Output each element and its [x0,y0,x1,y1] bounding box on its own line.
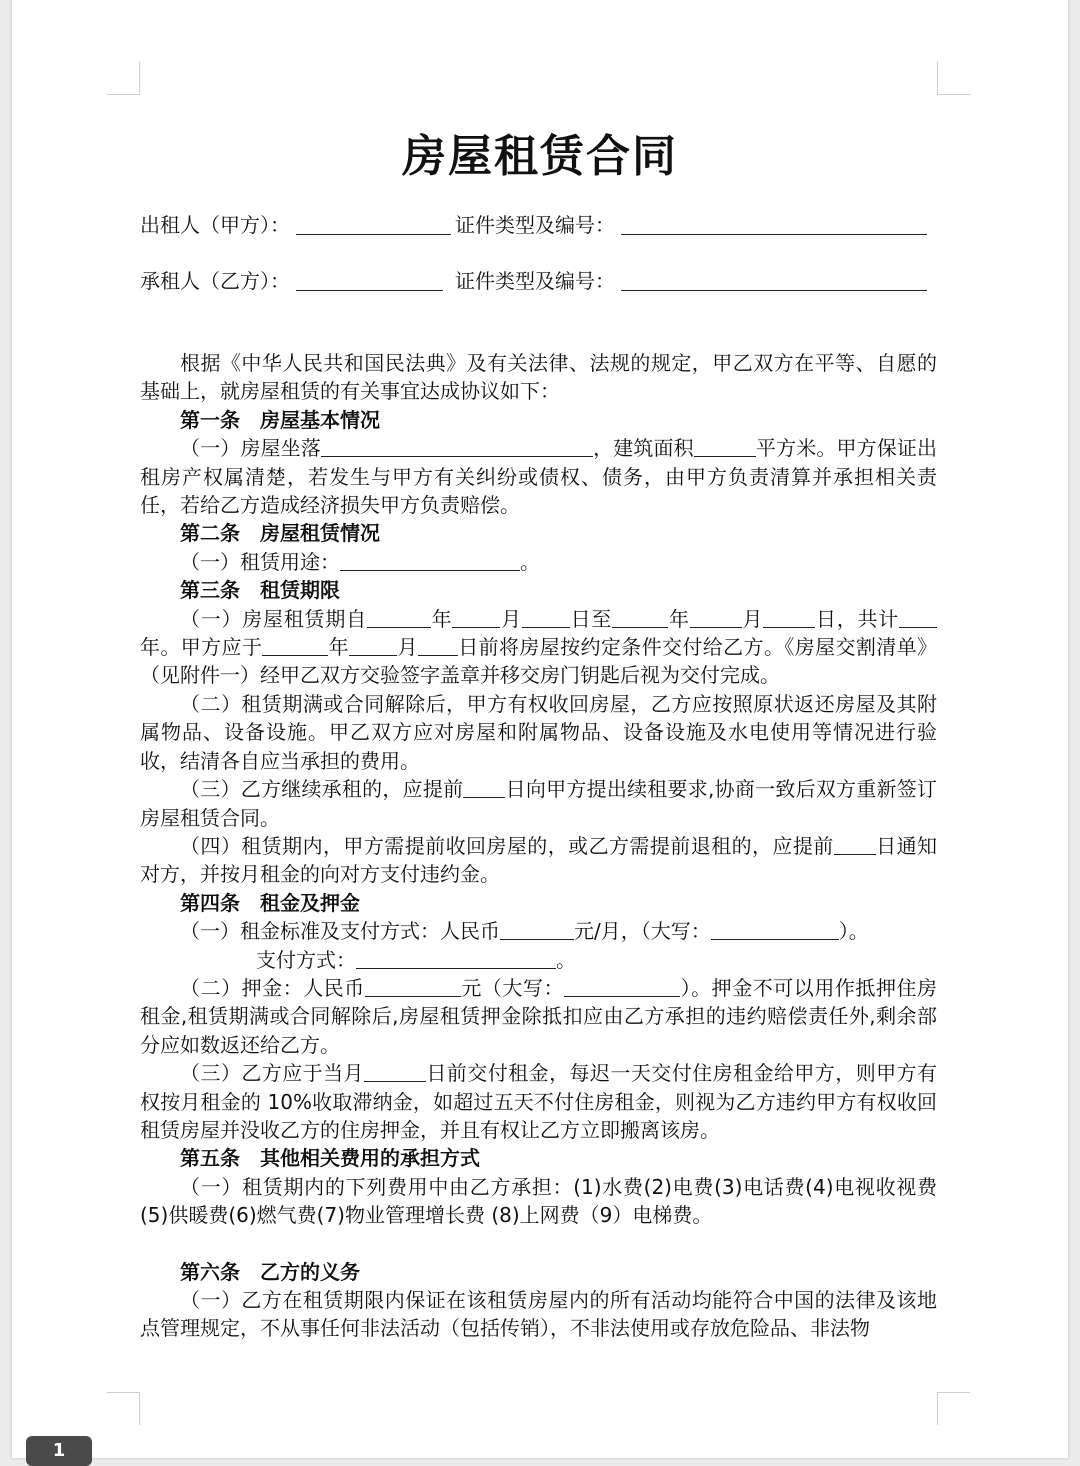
rent-amount-blank[interactable] [500,921,574,940]
clause-text: （三）乙方继续承租的，应提前 [180,777,464,802]
notice-days-blank[interactable] [834,836,876,855]
end-month-blank[interactable] [690,609,742,628]
payment-method-line [140,946,937,974]
article-3-clause-1 [140,605,937,690]
lessor-name-blank[interactable] [296,216,451,235]
rent-words-blank[interactable] [711,921,839,940]
article-4-clause-3 [140,1059,937,1144]
lessor-id-label: 证件类型及编号： [455,213,615,237]
lessor-label: 出租人（甲方）： [140,213,290,237]
article-3-clause-2: （二）租赁期满或合同解除后，甲方有权收回房屋，乙方应按照原状返还房屋及其附属物品、设备设施。甲乙双方应对房屋和附属物品、设备设施及水电使用等情况进行验收，结清各自应当承担的费用。 [140,691,937,773]
clause-text: （四）租赁期内，甲方需提前收回房屋的，或乙方需提前退租的，应提前 [180,833,834,858]
article-5-heading: 第五条 其他相关费用的承担方式 [180,1146,480,1171]
article-4-clause-2 [140,974,937,1059]
lessee-line [140,265,940,294]
clause-text: ）。押金不可以用作抵押住房租金,租赁期满或合同解除后,房屋租赁押金除抵扣应由乙方承担的违约赔偿责任外,剩余部分应如数返还给乙方。 [140,975,938,1057]
article-5-clause-1: （一）租赁期内的下列费用中由乙方承担：(1)水费(2)电费(3)电话费(4)电视收视费(5)供暖费(6)燃气费(7)物业管理增长费 (8)上网费（9）电梯费。 [140,1174,937,1228]
article-4-clause-1 [140,917,937,945]
clause-text: 日前交付租金，每迟一天交付住房租金给甲方，则甲方有权按月租金的 10%收取滞纳金，如超过五天不付住房租金，则视为乙方违约甲方有权收回租赁房屋并没收乙方的住房押金，并且有权让乙方立即搬离该房。 [140,1061,938,1142]
article-3-clause-4 [140,832,937,889]
crop-mark-top-left [107,62,140,95]
clause-text: ）。 [838,919,869,944]
renewal-days-blank[interactable] [463,779,505,798]
deposit-amount-blank[interactable] [365,978,461,997]
clause-text: （二）押金：人民币 [180,975,365,1000]
article-2-heading: 第二条 房屋租赁情况 [180,521,380,546]
month-unit: 月 [397,635,418,660]
clause-text: （一）房屋坐落 [180,436,321,461]
crop-mark-bottom-left [107,1392,140,1425]
end-day-blank[interactable] [763,609,815,628]
intro-text-a: 根据《中华人民共和国民法典》及有关法律、法规的规定，甲乙双方在平等、自愿 [180,351,917,375]
clause-text: 日，共计 [815,606,900,631]
clause-text: 元（大写： [460,975,565,1000]
lessor-line [140,209,940,238]
crop-mark-top-right [937,62,970,95]
contract-body [140,349,937,1343]
article-3-clause-3 [140,775,937,832]
purpose-blank[interactable] [340,552,520,571]
clause-text: 日通知对方，并按月租金的向对方支付违约金。 [140,833,938,887]
article-4-heading: 第四条 租金及押金 [180,890,360,915]
year-unit: 年 [430,606,453,631]
start-month-blank[interactable] [452,609,500,628]
intro-text-b: 的基础上，就房屋租赁的有关事宜达成协议如下： [140,351,937,404]
clause-text: （一）房屋租赁期自 [180,606,367,631]
lessee-name-blank[interactable] [296,272,443,291]
month-unit: 月 [500,606,522,631]
rent-due-day-blank[interactable] [364,1063,426,1082]
article-1-clause-1 [140,434,937,519]
handover-day-blank[interactable] [418,637,458,656]
clause-text: （一）租金标准及支付方式：人民币 [180,919,500,944]
lessee-id-blank[interactable] [621,272,927,291]
page-number-badge[interactable]: 1 [26,1436,92,1466]
clause-text: 。 [520,549,540,574]
deposit-words-blank[interactable] [564,978,680,997]
clause-text: 年。甲方应于 [140,635,263,660]
article-1-heading: 第一条 房屋基本情况 [180,407,380,432]
lessee-id-label: 证件类型及编号： [455,269,615,293]
clause-text: 日至 [569,606,613,631]
start-day-blank[interactable] [522,609,570,628]
clause-text: （三）乙方应于当月 [180,1061,364,1086]
clause-text: 日向甲方提出续租要求,协商一致后双方重新签订房屋租赁合同。 [140,777,938,830]
article-2-clause-1 [140,548,937,576]
clause-text: ，建筑面积 [592,436,694,461]
total-years-blank[interactable] [899,609,937,628]
lessor-id-blank[interactable] [621,216,927,235]
crop-mark-bottom-right [937,1392,970,1425]
lessee-label: 承租人（乙方）： [140,269,290,293]
clause-text: 。 [556,947,576,972]
document-title: 房屋租赁合同 [402,131,678,182]
article-6-heading: 第六条 乙方的义务 [180,1259,360,1284]
handover-month-blank[interactable] [349,637,397,656]
clause-text: 日前将房屋按约定条件交付给乙方。《房屋交割清单》（见附件一）经甲乙双方交验签字盖章并移交房门钥匙后视为交付完成。 [140,635,938,688]
year-unit: 年 [668,606,690,631]
article-3-heading: 第三条 租赁期限 [180,578,340,603]
payment-method-blank[interactable] [356,950,556,969]
clause-text: 平方米。甲方保证出租房产权属清楚，若发生与甲方有关纠纷或债权、债务，由甲方负责清算并承担相关责任，若给乙方造成经济损失甲方负责赔偿。 [140,436,938,518]
handover-year-blank[interactable] [262,637,328,656]
month-unit: 月 [741,606,764,631]
article-6-clause-1: （一）乙方在租赁期限内保证在该租赁房屋内的所有活动均能符合中国的法律及该地点管理规定，不从事任何非法活动（包括传销），不非法使用或存放危险品、非法物 [140,1288,937,1341]
clause-text: 元/月，（大写： [574,919,711,944]
payment-method-label: 支付方式： [256,947,356,972]
year-unit: 年 [328,635,350,660]
clause-text: （一）租赁用途： [180,549,340,574]
intro-paragraph [140,349,937,406]
location-blank[interactable] [321,438,593,457]
paragraph-gap [140,1230,937,1258]
area-blank[interactable] [694,438,756,457]
end-year-blank[interactable] [612,609,668,628]
start-year-blank[interactable] [367,609,431,628]
